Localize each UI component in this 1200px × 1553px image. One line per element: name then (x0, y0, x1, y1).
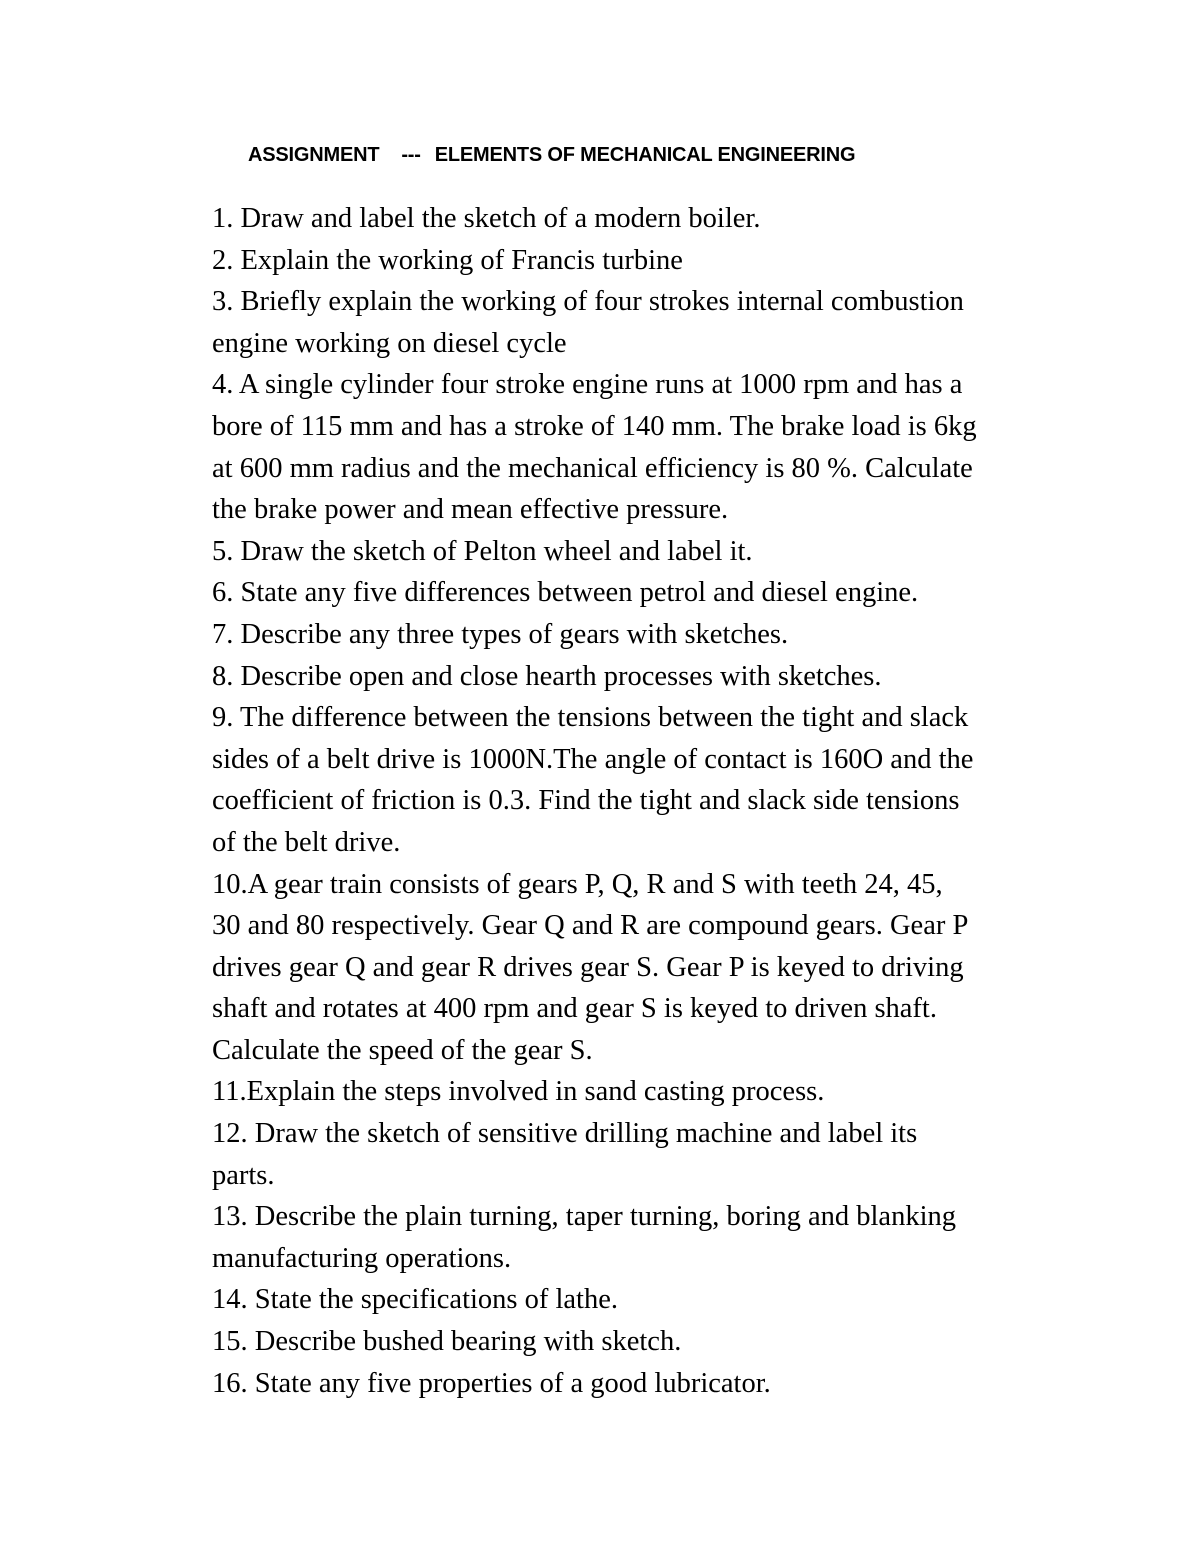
question-line: coefficient of friction is 0.3. Find the tight and slack side tensions (212, 785, 960, 817)
title-right: ELEMENTS OF MECHANICAL ENGINEERING (434, 144, 856, 166)
question-line: 3. Briefly explain the working of four strokes internal combustion (212, 286, 964, 318)
question-line: 6. State any five differences between petrol and diesel engine. (212, 577, 919, 609)
question-line: manufacturing operations. (212, 1242, 512, 1274)
assignment-title (248, 144, 1008, 167)
question-line: bore of 115 mm and has a stroke of 140 mm. The brake load is 6kg (212, 410, 977, 442)
question-line: 2. Explain the working of Francis turbine (212, 244, 683, 276)
question-line: 1. Draw and label the sketch of a modern boiler. (212, 203, 761, 234)
question-line: 16. State any five properties of a good lubricator. (212, 1367, 771, 1399)
question-line: parts. (212, 1159, 275, 1191)
question-line: 7. Describe any three types of gears with sketches. (212, 618, 789, 650)
question-line: shaft and rotates at 400 rpm and gear S is keyed to driven shaft. (212, 993, 937, 1025)
question-line: the brake power and mean effective pressure. (212, 494, 729, 526)
question-line: 5. Draw the sketch of Pelton wheel and label it. (212, 535, 753, 567)
question-line: 14. State the specifications of lathe. (212, 1284, 618, 1316)
question-line: 12. Draw the sketch of sensitive drilling machine and label its (212, 1118, 918, 1150)
question-line: of the belt drive. (212, 826, 401, 858)
question-line: 8. Describe open and close hearth processes with sketches. (212, 660, 882, 692)
question-line: 11.Explain the steps involved in sand casting process. (212, 1076, 825, 1108)
question-line: 4. A single cylinder four stroke engine runs at 1000 rpm and has a (212, 369, 963, 401)
question-line: 13. Describe the plain turning, taper turning, boring and blanking (212, 1201, 956, 1233)
question-list (212, 198, 1072, 1404)
question-line: sides of a belt drive is 1000N.The angle of contact is 160O and the (212, 743, 974, 775)
question-line: engine working on diesel cycle (212, 327, 567, 359)
question-line: drives gear Q and gear R drives gear S. Gear P is keyed to driving (212, 951, 964, 983)
question-line: at 600 mm radius and the mechanical efficiency is 80 %. Calculate (212, 452, 973, 484)
title-separator: --- (401, 144, 421, 166)
question-line: 15. Describe bushed bearing with sketch. (212, 1326, 682, 1358)
title-left: ASSIGNMENT (248, 144, 380, 166)
question-line: 10.A gear train consists of gears P, Q, R and S with teeth 24, 45, (212, 868, 943, 900)
question-line: Calculate the speed of the gear S. (212, 1034, 593, 1066)
question-line: 9. The difference between the tensions between the tight and slack (212, 702, 969, 734)
question-line: 30 and 80 respectively. Gear Q and R are compound gears. Gear P (212, 910, 969, 942)
